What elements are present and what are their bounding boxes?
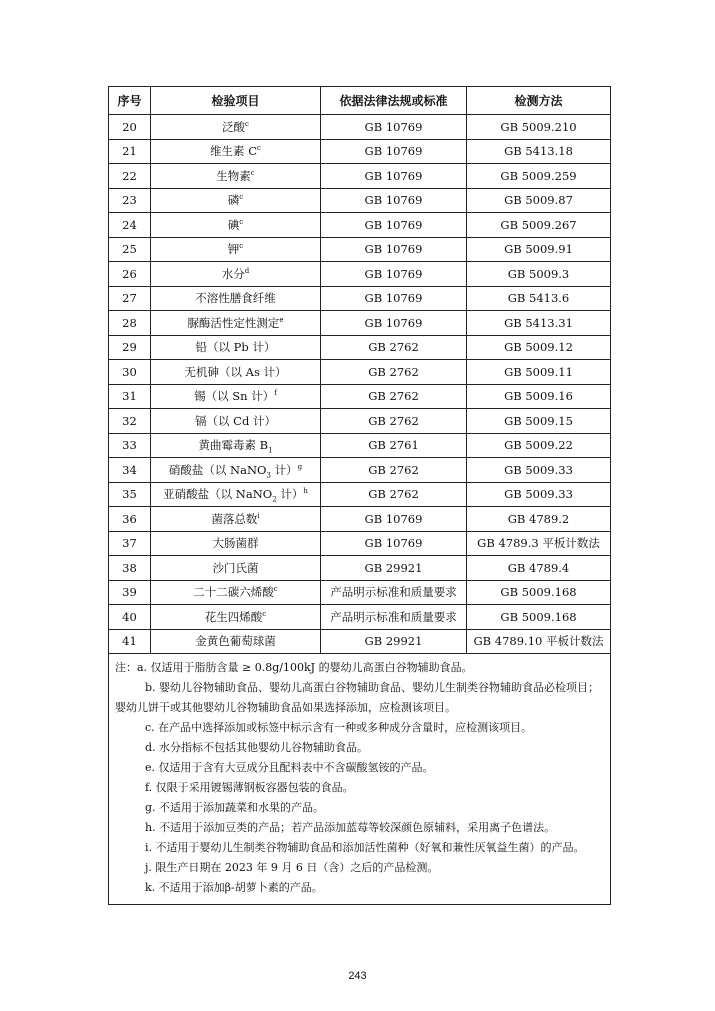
row-basis: GB 10769 [321,237,467,262]
table-row [109,237,611,262]
row-serial: 30 [109,360,151,385]
header-method: 检测方法 [467,87,611,115]
row-method: GB 5413.6 [467,286,611,311]
table-row [109,482,611,507]
row-basis: GB 10769 [321,164,467,189]
item-suffix: 计） [270,462,298,477]
item-name: 脲酶活性定性测定 [187,315,280,330]
footnote: g. 不适用于添加蔬菜和水果的产品。 [145,801,325,814]
row-item [151,360,321,385]
row-item [151,188,321,213]
row-item [151,507,321,532]
table-row [109,531,611,556]
item-footnote-mark: h [303,487,308,496]
row-item [151,384,321,409]
row-item [151,115,321,140]
row-basis: GB 10769 [321,311,467,336]
item-footnote-mark: c [239,217,244,226]
row-method: GB 5009.267 [467,213,611,238]
item-footnote-mark: i [257,511,260,520]
table-row [109,384,611,409]
row-item [151,605,321,630]
item-subscript: 3 [266,471,271,480]
inspection-items-table [108,86,611,905]
row-serial: 37 [109,531,151,556]
item-name: 大肠菌群 [212,536,259,551]
row-item [151,629,321,654]
page-number: 243 [348,970,367,982]
row-basis: GB 2762 [321,384,467,409]
table-header-row [109,87,611,115]
row-basis: GB 29921 [321,556,467,581]
row-method: GB 4789.3 平板计数法 [467,531,611,556]
row-method: GB 5009.168 [467,605,611,630]
row-basis: GB 2762 [321,458,467,483]
row-serial: 20 [109,115,151,140]
row-serial: 23 [109,188,151,213]
item-name: 金黄色葡萄球菌 [195,634,276,649]
row-basis: GB 10769 [321,139,467,164]
row-item [151,237,321,262]
row-serial: 36 [109,507,151,532]
item-name: 亚硝酸盐（以 NaNO [163,487,273,502]
row-item [151,409,321,434]
table-row [109,188,611,213]
row-item [151,482,321,507]
table-row [109,507,611,532]
item-footnote-mark: e [279,315,284,324]
row-basis: 产品明示标准和质量要求 [321,580,467,605]
item-name: 硝酸盐（以 NaNO [168,462,267,477]
row-serial: 31 [109,384,151,409]
footnote: h. 不适用于添加豆类的产品；若产品添加蓝莓等较深颜色原辅料，采用离子色谱法。 [145,821,556,834]
row-serial: 24 [109,213,151,238]
item-name: 水分 [221,266,245,281]
row-method: GB 5009.168 [467,580,611,605]
item-name: 花生四烯酸 [204,609,263,624]
row-method: GB 5009.259 [467,164,611,189]
footnote: f. 仅限于采用镀锡薄钢板容器包装的食品。 [145,781,354,794]
item-name: 沙门氏菌 [212,560,259,575]
footnote: c. 在产品中选择添加或标签中标示含有一种或多种成分含量时，应检测该项目。 [145,721,533,734]
footnote: e. 仅适用于含有大豆成分且配料表中不含碳酸氢铵的产品。 [145,761,434,774]
row-item [151,286,321,311]
item-name: 碘 [227,217,240,232]
header-basis: 依据法律法规或标准 [321,87,467,115]
notes-row [109,654,611,905]
row-method: GB 4789.2 [467,507,611,532]
table-row [109,580,611,605]
row-basis: GB 2761 [321,433,467,458]
row-item [151,335,321,360]
row-serial: 40 [109,605,151,630]
row-method: GB 5009.91 [467,237,611,262]
row-method: GB 5413.31 [467,311,611,336]
row-item [151,311,321,336]
row-basis: 产品明示标准和质量要求 [321,605,467,630]
item-footnote-mark: c [239,193,244,202]
row-basis: GB 2762 [321,335,467,360]
item-suffix: 计） [276,487,304,502]
row-item [151,433,321,458]
row-basis: GB 10769 [321,286,467,311]
header-item: 检验项目 [151,87,321,115]
item-name: 二十二碳六烯酸 [193,585,274,600]
item-footnote-mark: c [245,119,249,128]
row-basis: GB 2762 [321,360,467,385]
footnote: k. 不适用于添加β-胡萝卜素的产品。 [145,881,323,894]
row-serial: 35 [109,482,151,507]
row-item [151,458,321,483]
row-method: GB 4789.4 [467,556,611,581]
row-method: GB 5009.210 [467,115,611,140]
footnote: d. 水分指标不包括其他婴幼儿谷物辅助食品。 [145,741,369,754]
row-method: GB 5009.11 [467,360,611,385]
table-row [109,311,611,336]
item-name: 维生素 C [210,144,258,159]
table-row [109,433,611,458]
item-footnote-mark: f [274,389,277,398]
row-item [151,580,321,605]
item-footnote-mark: c [257,144,261,153]
row-basis: GB 10769 [321,188,467,213]
row-serial: 34 [109,458,151,483]
item-name: 不溶性膳食纤维 [195,291,276,306]
notes-cell [109,654,611,905]
row-method: GB 5009.16 [467,384,611,409]
row-serial: 33 [109,433,151,458]
item-name: 泛酸 [222,119,246,134]
footnote: i. 不适用于婴幼儿生制类谷物辅助食品和添加活性菌种（好氧和兼性厌氧益生菌）的产品。 [145,841,585,854]
table-row [109,556,611,581]
header-serial: 序号 [109,87,151,115]
item-name: 生物素 [216,168,251,183]
item-name: 无机砷（以 As 计） [184,364,287,379]
table-row [109,360,611,385]
item-name: 铅（以 Pb 计） [195,340,276,355]
row-method: GB 5009.12 [467,335,611,360]
row-method: GB 4789.10 平板计数法 [467,629,611,654]
row-serial: 25 [109,237,151,262]
row-basis: GB 10769 [321,262,467,287]
item-footnote-mark: c [262,609,267,618]
item-footnote-mark: d [244,266,250,275]
table-body [109,115,611,654]
table-row [109,164,611,189]
row-method: GB 5009.15 [467,409,611,434]
item-subscript: 2 [272,495,277,504]
item-name: 磷 [227,193,240,208]
row-item [151,164,321,189]
row-method: GB 5009.22 [467,433,611,458]
table-row [109,286,611,311]
row-basis: GB 29921 [321,629,467,654]
table-row [109,335,611,360]
item-footnote-mark: g [297,462,303,471]
row-serial: 27 [109,286,151,311]
row-item [151,139,321,164]
row-basis: GB 2762 [321,409,467,434]
row-serial: 29 [109,335,151,360]
row-method: GB 5009.33 [467,482,611,507]
item-name: 锡（以 Sn 计） [194,389,275,404]
table-row [109,139,611,164]
row-method: GB 5009.87 [467,188,611,213]
row-method: GB 5009.33 [467,458,611,483]
row-serial: 38 [109,556,151,581]
table-row [109,629,611,654]
footnote: 注：a. 仅适用于脂肪含量 ≥ 0.8g/100kJ 的婴幼儿高蛋白谷物辅助食品。 [115,661,473,674]
row-item [151,531,321,556]
row-serial: 22 [109,164,151,189]
row-serial: 28 [109,311,151,336]
row-item [151,213,321,238]
row-basis: GB 10769 [321,213,467,238]
item-footnote-mark: c [239,242,244,251]
table-row [109,458,611,483]
row-item [151,262,321,287]
row-serial: 26 [109,262,151,287]
footnote: j. 限生产日期在 2023 年 9 月 6 日（含）之后的产品检测。 [145,861,439,874]
row-serial: 39 [109,580,151,605]
item-name: 黄曲霉毒素 B [198,438,269,453]
item-footnote-mark: c [273,585,278,594]
footnote: b. 婴幼儿谷物辅助食品、婴幼儿高蛋白谷物辅助食品、婴幼儿生制类谷物辅助食品必检项目；婴幼儿饼干或其他婴幼儿谷物辅助食品如果选择添加，应检测该项目。 [115,681,600,714]
table-row [109,409,611,434]
item-name: 镉（以 Cd 计） [195,413,276,428]
row-item [151,556,321,581]
item-name: 菌落总数 [211,511,258,526]
row-method: GB 5009.3 [467,262,611,287]
table-row [109,262,611,287]
row-basis: GB 10769 [321,507,467,532]
table-row [109,115,611,140]
item-footnote-mark: c [250,168,255,177]
item-subscript: 1 [268,446,273,455]
row-basis: GB 2762 [321,482,467,507]
row-basis: GB 10769 [321,115,467,140]
table-row [109,213,611,238]
row-method: GB 5413.18 [467,139,611,164]
row-serial: 21 [109,139,151,164]
item-name: 钾 [227,242,240,257]
row-serial: 32 [109,409,151,434]
row-serial: 41 [109,629,151,654]
row-basis: GB 10769 [321,531,467,556]
table-row [109,605,611,630]
